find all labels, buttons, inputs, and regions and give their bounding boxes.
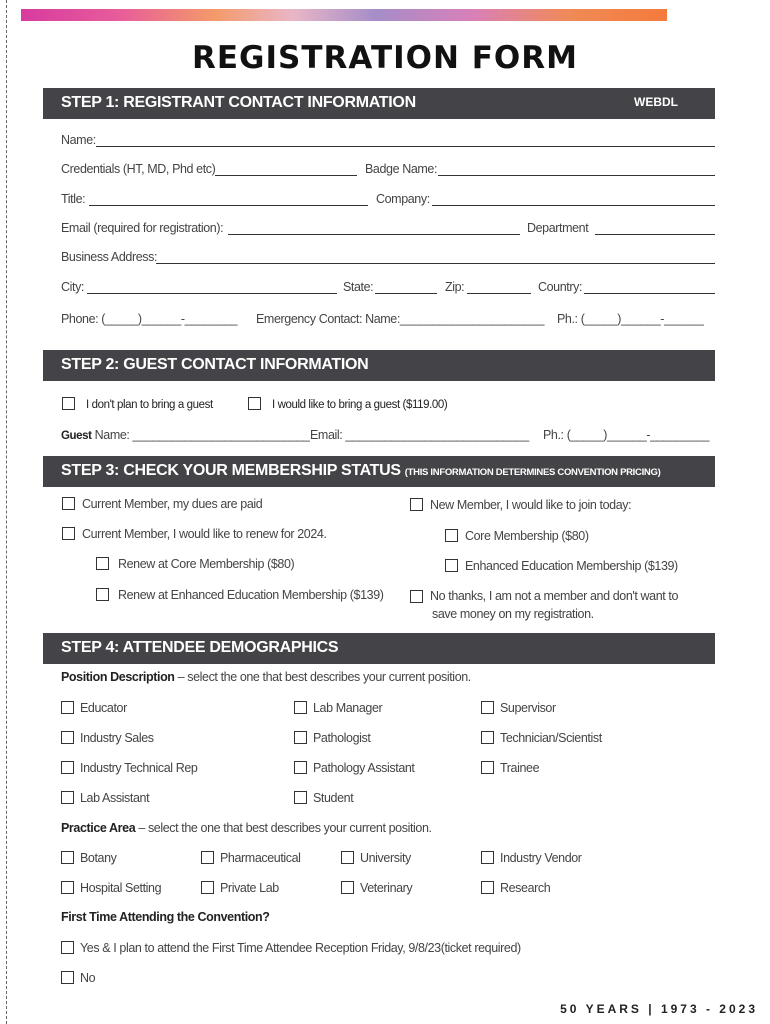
core-membership-label: Core Membership ($80) <box>465 529 589 543</box>
practice-industry-vendor-label: Industry Vendor <box>500 851 582 865</box>
practice-university-checkbox[interactable] <box>341 851 354 864</box>
practice-pharmaceutical-checkbox[interactable] <box>201 851 214 864</box>
step3-title: STEP 3: CHECK YOUR MEMBERSHIP STATUS <box>61 462 401 479</box>
current-member-paid-checkbox[interactable] <box>62 497 75 510</box>
core-membership-checkbox[interactable] <box>445 529 458 542</box>
state-field[interactable] <box>375 293 437 294</box>
position-description-hint: – select the one that best describes your current position. <box>174 670 471 684</box>
position-lab-assistant-checkbox[interactable] <box>61 791 74 804</box>
position-student-checkbox[interactable] <box>294 791 307 804</box>
anniversary-footer: 50 YEARS | 1973 - 2023 <box>560 1002 758 1016</box>
renew-core-checkbox[interactable] <box>96 557 109 570</box>
credentials-label: Credentials (HT, MD, Phd etc) <box>61 162 216 176</box>
position-supervisor-checkbox[interactable] <box>481 701 494 714</box>
position-description-heading <box>61 669 471 685</box>
country-label: Country: <box>538 280 583 294</box>
guest-phone-field[interactable]: Ph.: (_____)______-_________ <box>543 428 710 442</box>
business-address-field[interactable] <box>156 263 715 264</box>
position-industry-sales-label: Industry Sales <box>80 731 154 745</box>
no-thanks-label-line2: save money on my registration. <box>432 607 594 621</box>
zip-label: Zip: <box>445 280 465 294</box>
renew-enhanced-label: Renew at Enhanced Education Membership ($139) <box>118 588 384 602</box>
emergency-phone-field[interactable]: Ph.: (_____)______-______ <box>557 312 704 326</box>
practice-pharmaceutical-label: Pharmaceutical <box>220 851 301 865</box>
practice-area-hint: – select the one that best describes your current position. <box>135 821 432 835</box>
position-student-label: Student <box>313 791 354 805</box>
badge-name-label: Badge Name: <box>365 162 438 176</box>
country-field[interactable] <box>584 293 715 294</box>
title-label: Title: <box>61 192 86 206</box>
position-lab-assistant-label: Lab Assistant <box>80 791 150 805</box>
no-thanks-label-line1: No thanks, I am not a member and don't want to <box>430 589 679 603</box>
enhanced-membership-checkbox[interactable] <box>445 559 458 572</box>
current-member-paid-label: Current Member, my dues are paid <box>82 497 263 511</box>
department-label: Department <box>527 221 589 235</box>
first-time-no-label: No <box>80 971 96 985</box>
renew-core-label: Renew at Core Membership ($80) <box>118 557 295 571</box>
badge-name-field[interactable] <box>438 175 715 176</box>
step2-header-bar <box>43 350 715 381</box>
practice-industry-vendor-checkbox[interactable] <box>481 851 494 864</box>
bring-guest-label: I would like to bring a guest ($119.00) <box>272 399 448 411</box>
position-pathology-assistant-checkbox[interactable] <box>294 761 307 774</box>
city-field[interactable] <box>87 293 337 294</box>
new-member-checkbox[interactable] <box>410 498 423 511</box>
step3-header <box>61 462 660 480</box>
first-time-yes-label: Yes & I plan to attend the First Time Attendee Reception Friday, 9/8/23(ticket required) <box>80 941 521 955</box>
practice-private-lab-checkbox[interactable] <box>201 881 214 894</box>
position-industry-sales-checkbox[interactable] <box>61 731 74 744</box>
position-trainee-checkbox[interactable] <box>481 761 494 774</box>
department-field[interactable] <box>595 234 715 235</box>
emergency-contact-field[interactable]: Emergency Contact: Name:______________________ <box>256 312 545 326</box>
credentials-field[interactable] <box>215 175 357 176</box>
enhanced-membership-label: Enhanced Education Membership ($139) <box>465 559 678 573</box>
position-technician-checkbox[interactable] <box>481 731 494 744</box>
position-description-label: Position Description <box>61 670 175 684</box>
practice-veterinary-label: Veterinary <box>360 881 413 895</box>
step1-header-bar <box>43 88 715 119</box>
practice-botany-checkbox[interactable] <box>61 851 74 864</box>
practice-botany-label: Botany <box>80 851 117 865</box>
name-label: Name: <box>61 133 96 147</box>
zip-field[interactable] <box>467 293 531 294</box>
first-time-no-checkbox[interactable] <box>61 971 74 984</box>
company-label: Company: <box>376 192 430 206</box>
step2-header: STEP 2: GUEST CONTACT INFORMATION <box>61 356 369 373</box>
title-field[interactable] <box>89 205 368 206</box>
position-pathology-assistant-label: Pathology Assistant <box>313 761 415 775</box>
step3-note: (THIS INFORMATION DETERMINES CONVENTION PRICING) <box>404 467 661 478</box>
practice-veterinary-checkbox[interactable] <box>341 881 354 894</box>
no-guest-label: I don't plan to bring a guest <box>86 399 213 411</box>
form-title: REGISTRATION FORM <box>192 40 578 76</box>
guest-name-label: Name: ___________________________ <box>91 428 310 442</box>
step1-header: STEP 1: REGISTRANT CONTACT INFORMATION <box>61 94 416 111</box>
guest-name-field[interactable] <box>61 427 309 444</box>
practice-university-label: University <box>360 851 411 865</box>
step4-header-bar <box>43 633 715 664</box>
step3-header-bar <box>43 456 715 487</box>
registration-code: WEBDL <box>634 95 678 109</box>
position-trainee-label: Trainee <box>500 761 540 775</box>
no-guest-checkbox[interactable] <box>62 397 75 410</box>
guest-prefix: Guest <box>61 430 92 442</box>
position-educator-checkbox[interactable] <box>61 701 74 714</box>
first-time-yes-checkbox[interactable] <box>61 941 74 954</box>
name-field[interactable] <box>96 146 715 147</box>
practice-private-lab-label: Private Lab <box>220 881 279 895</box>
position-technician-label: Technician/Scientist <box>500 731 602 745</box>
position-industry-tech-rep-checkbox[interactable] <box>61 761 74 774</box>
position-lab-manager-label: Lab Manager <box>313 701 383 715</box>
position-industry-tech-rep-label: Industry Technical Rep <box>80 761 198 775</box>
current-member-renew-label: Current Member, I would like to renew for 2024. <box>82 527 327 541</box>
company-field[interactable] <box>432 205 715 206</box>
bring-guest-checkbox[interactable] <box>248 397 261 410</box>
position-pathologist-checkbox[interactable] <box>294 731 307 744</box>
state-label: State: <box>343 280 374 294</box>
practice-hospital-checkbox[interactable] <box>61 881 74 894</box>
city-label: City: <box>61 280 85 294</box>
position-pathologist-label: Pathologist <box>313 731 371 745</box>
step4-header: STEP 4: ATTENDEE DEMOGRAPHICS <box>61 639 339 656</box>
first-time-heading: First Time Attending the Convention? <box>61 910 270 924</box>
current-member-renew-checkbox[interactable] <box>62 527 75 540</box>
practice-area-heading <box>61 820 432 836</box>
email-label: Email (required for registration): <box>61 221 224 235</box>
renew-enhanced-checkbox[interactable] <box>96 588 109 601</box>
no-thanks-checkbox[interactable] <box>410 590 423 603</box>
decorative-gradient-bar <box>21 9 667 21</box>
business-address-label: Business Address: <box>61 250 158 264</box>
practice-research-checkbox[interactable] <box>481 881 494 894</box>
perforation-line <box>6 0 7 1024</box>
position-supervisor-label: Supervisor <box>500 701 556 715</box>
guest-email-field[interactable]: Email: ____________________________ <box>310 428 529 442</box>
email-field[interactable] <box>228 234 520 235</box>
practice-research-label: Research <box>500 881 551 895</box>
position-educator-label: Educator <box>80 701 127 715</box>
practice-area-label: Practice Area <box>61 821 136 835</box>
phone-field[interactable]: Phone: (_____)______-________ <box>61 312 238 326</box>
new-member-label: New Member, I would like to join today: <box>430 498 632 512</box>
practice-hospital-label: Hospital Setting <box>80 881 162 895</box>
position-lab-manager-checkbox[interactable] <box>294 701 307 714</box>
